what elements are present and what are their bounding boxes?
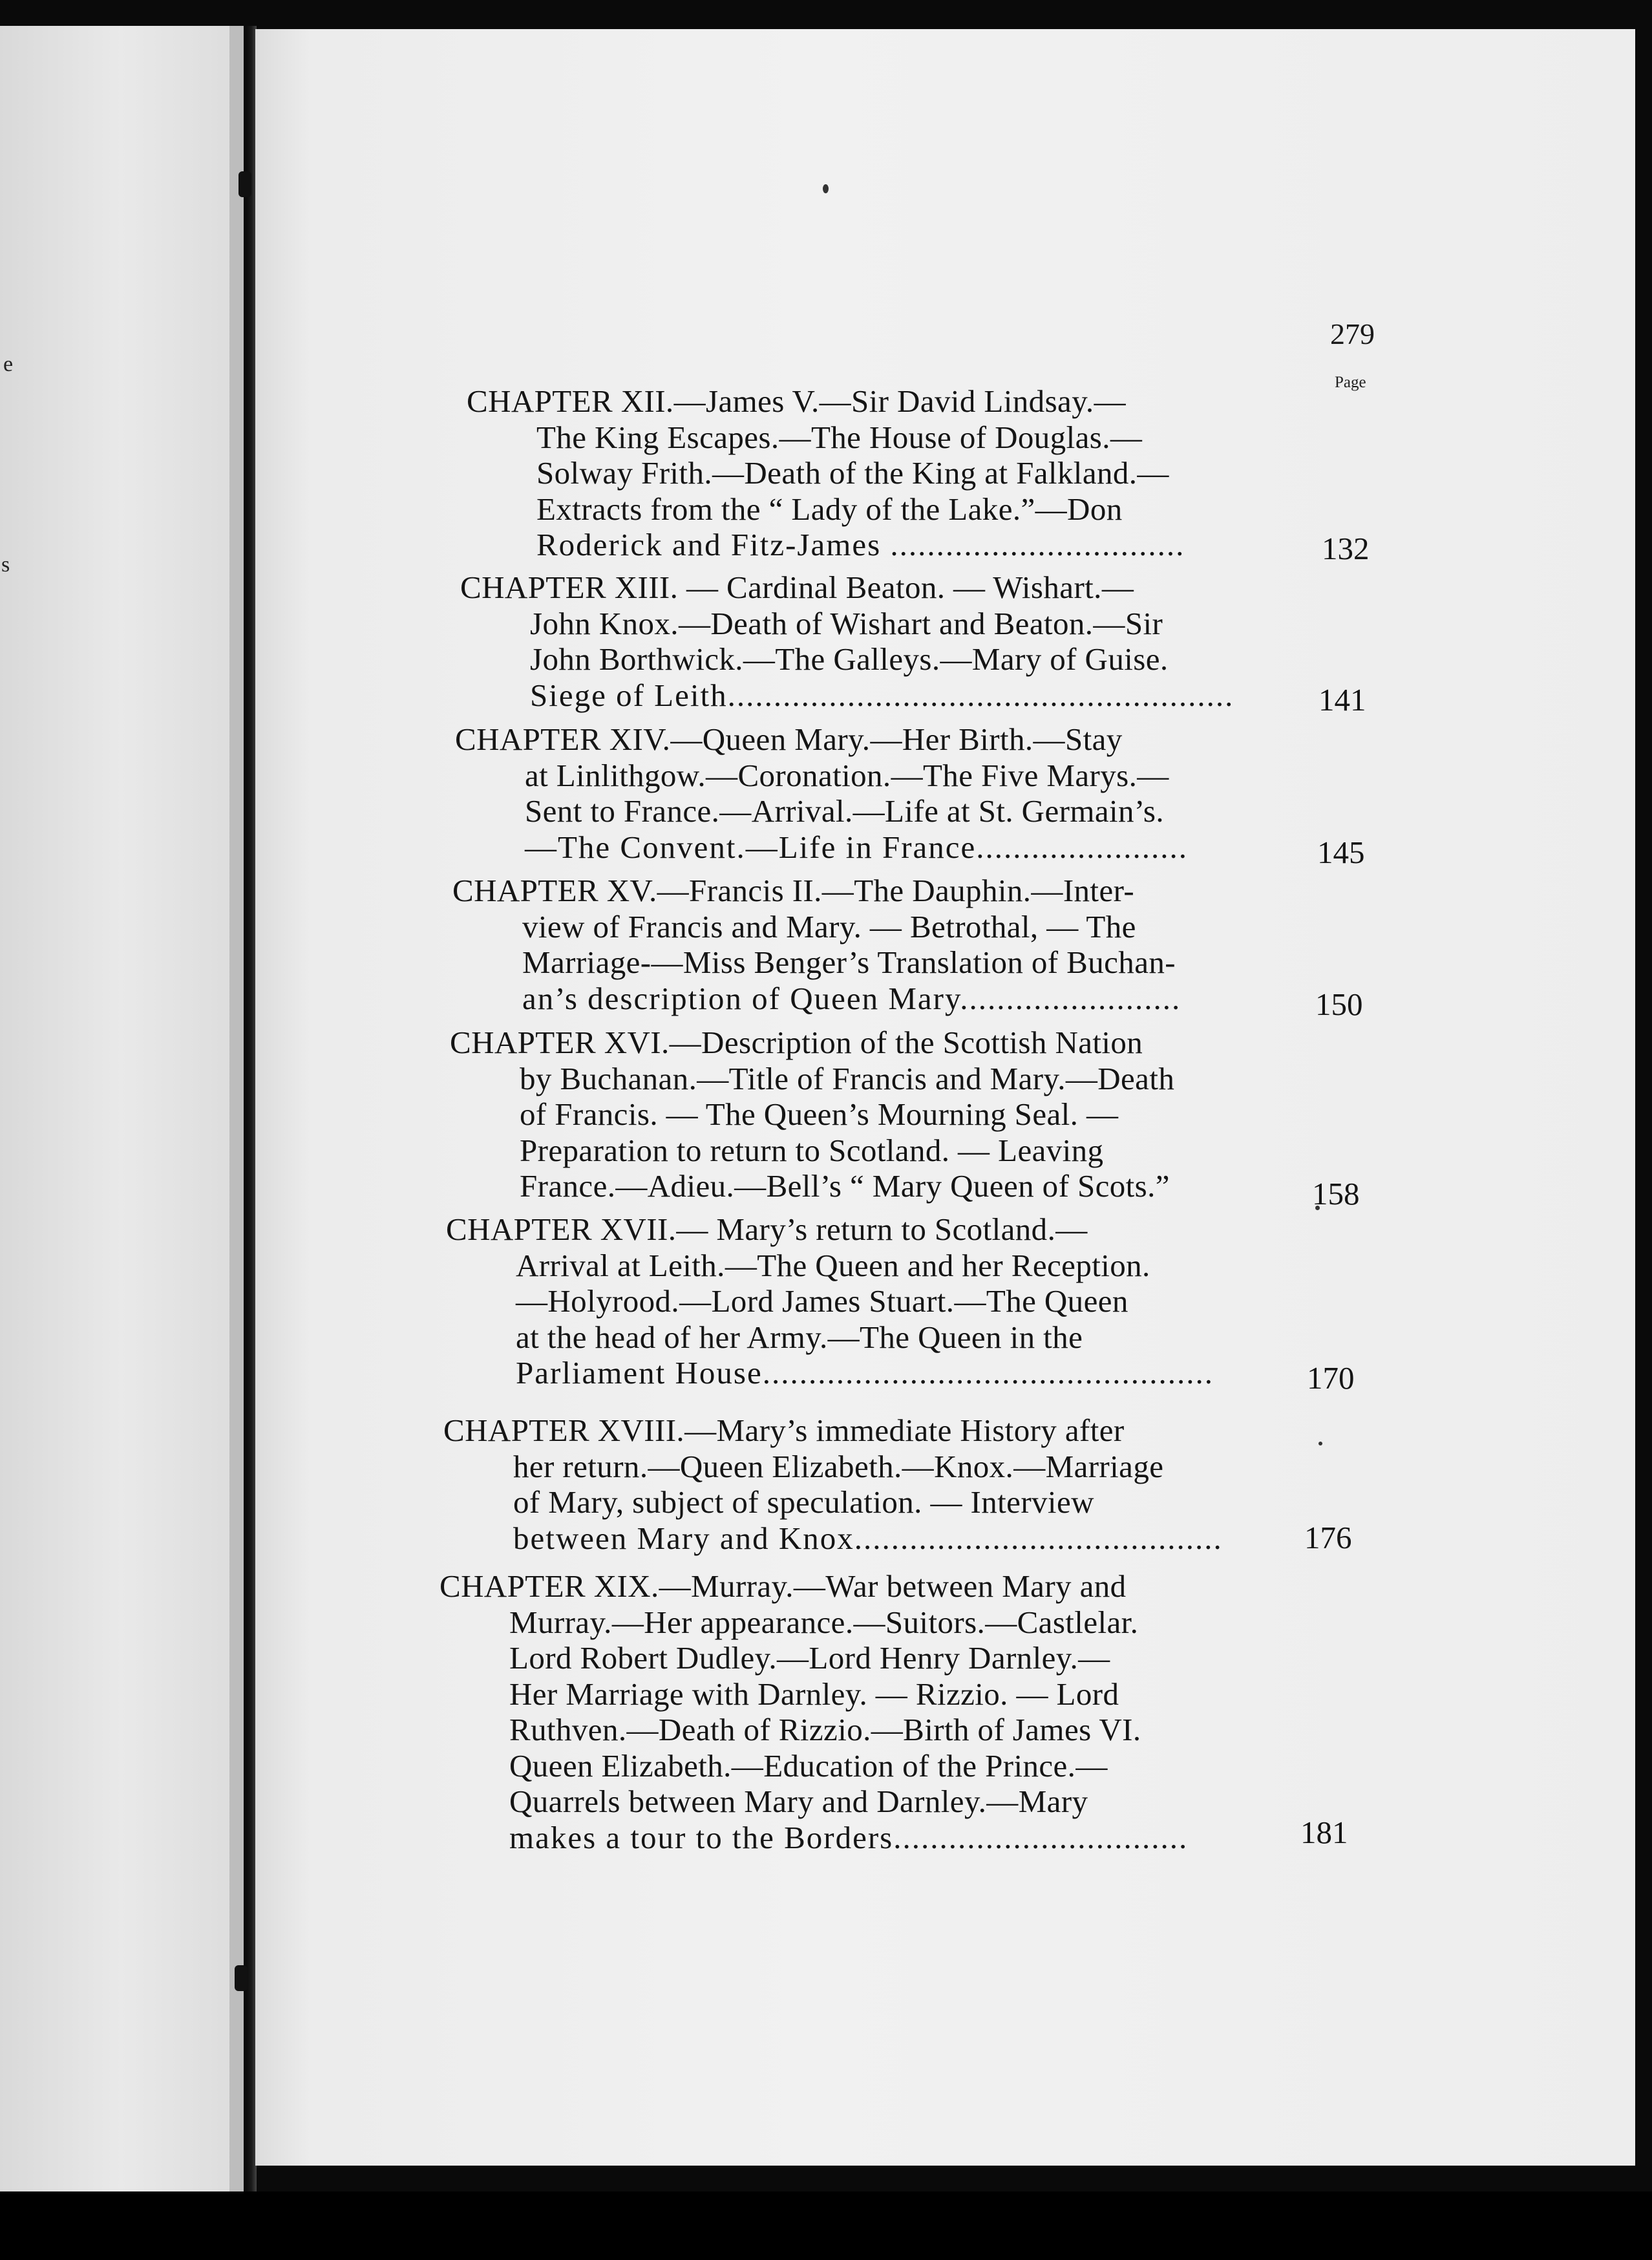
toc-line: —The Convent.—Life in France....................... <box>525 829 1189 865</box>
toc-line: Arrival at Leith.—The Queen and her Reception. <box>516 1247 1150 1283</box>
toc-entry-chapter-xii <box>467 383 1185 563</box>
paper-speck <box>823 184 829 193</box>
toc-line: CHAPTER XIII. — Cardinal Beaton. — Wishart.— <box>460 570 1134 605</box>
toc-line: CHAPTER XIV.—Queen Mary.—Her Birth.—Stay <box>455 721 1123 757</box>
toc-line: CHAPTER XVI.—Description of the Scottish Nation <box>450 1025 1143 1060</box>
toc-line: CHAPTER XVII.— Mary’s return to Scotland.— <box>446 1211 1088 1247</box>
toc-entry-chapter-xvii <box>446 1211 1214 1391</box>
toc-line: at the head of her Army.—The Queen in the <box>516 1319 1083 1355</box>
toc-line: an’s description of Queen Mary........................ <box>522 980 1181 1016</box>
toc-line: Extracts from the “ Lady of the Lake.”—Don <box>536 491 1123 527</box>
toc-line: CHAPTER XV.—Francis II.—The Dauphin.—Inter- <box>452 873 1135 908</box>
scan-bottom-edge <box>0 2191 1652 2260</box>
toc-page-number: 181 <box>1300 1815 1348 1850</box>
toc-line: Lord Robert Dudley.—Lord Henry Darnley.— <box>509 1640 1110 1676</box>
toc-page-number: 150 <box>1315 986 1363 1022</box>
toc-entry-chapter-xv <box>452 873 1181 1016</box>
toc-line: —Holyrood.—Lord James Stuart.—The Queen <box>516 1283 1128 1319</box>
toc-line: The King Escapes.—The House of Douglas.— <box>536 419 1143 455</box>
toc-line: Preparation to return to Scotland. — Leaving <box>520 1132 1104 1168</box>
toc-line: by Buchanan.—Title of Francis and Mary.—Death <box>520 1060 1175 1096</box>
facing-page-edge <box>229 26 245 2191</box>
page-column-label: Page <box>1335 374 1366 391</box>
spine-tab <box>238 171 251 197</box>
paper-speck <box>1318 1442 1322 1445</box>
toc-line: France.—Adieu.—Bell’s “ Mary Queen of Scots.” <box>520 1168 1170 1204</box>
toc-line: CHAPTER XVIII.—Mary’s immediate History after <box>443 1412 1125 1448</box>
page-number: 279 <box>1330 317 1375 350</box>
toc-line: view of Francis and Mary. — Betrothal, — The <box>522 908 1136 944</box>
toc-page-number: 158 <box>1312 1176 1360 1211</box>
toc-line: CHAPTER XII.—James V.—Sir David Lindsay.— <box>467 383 1126 419</box>
toc-line: Roderick and Fitz-James ................................ <box>536 527 1185 562</box>
toc-entry-chapter-xiv <box>455 721 1188 865</box>
toc-line: Siege of Leith....................................................... <box>530 677 1234 713</box>
toc-entry-chapter-xviii <box>443 1412 1223 1556</box>
toc-page-number: 170 <box>1307 1360 1355 1396</box>
toc-page-number: 132 <box>1322 531 1370 566</box>
toc-line: Queen Elizabeth.—Education of the Prince.— <box>509 1747 1108 1784</box>
toc-line: makes a tour to the Borders................................ <box>509 1819 1189 1855</box>
toc-line: John Knox.—Death of Wishart and Beaton.—Sir <box>530 605 1163 641</box>
facing-page <box>0 26 242 2191</box>
facing-page-mark: e <box>3 352 14 376</box>
toc-line: Parliament House................................................. <box>516 1355 1214 1391</box>
toc-line: at Linlithgow.—Coronation.—The Five Marys.— <box>525 757 1169 793</box>
toc-page-number: 145 <box>1317 835 1365 870</box>
toc-line: Murray.—Her appearance.—Suitors.—Castlelar. <box>509 1604 1139 1640</box>
toc-page-number: 141 <box>1318 682 1366 718</box>
toc-entry-chapter-xiii <box>460 570 1234 713</box>
toc-line: Marriage-—Miss Benger’s Translation of Buchan- <box>522 944 1176 980</box>
toc-line: Solway Frith.—Death of the King at Falkland.— <box>536 455 1169 491</box>
toc-line: Quarrels between Mary and Darnley.—Mary <box>509 1784 1088 1819</box>
toc-line: of Francis. — The Queen’s Mourning Seal. — <box>520 1096 1119 1132</box>
toc-line: Ruthven.—Death of Rizzio.—Birth of James VI. <box>509 1712 1141 1747</box>
toc-entry-chapter-xvi <box>450 1025 1174 1204</box>
toc-page-number: 176 <box>1304 1520 1352 1555</box>
toc-line: Her Marriage with Darnley. — Rizzio. — Lord <box>509 1676 1119 1712</box>
toc-line: of Mary, subject of speculation. — Interview <box>513 1484 1094 1520</box>
toc-line: her return.—Queen Elizabeth.—Knox.—Marriage <box>513 1448 1164 1484</box>
toc-line: CHAPTER XIX.—Murray.—War between Mary and <box>439 1568 1127 1604</box>
toc-entry-chapter-xix <box>439 1568 1188 1855</box>
toc-line: John Borthwick.—The Galleys.—Mary of Guise. <box>530 641 1169 677</box>
facing-page-mark: s <box>1 553 10 577</box>
toc-line: between Mary and Knox........................................ <box>513 1520 1223 1556</box>
spine-tab <box>235 1965 248 1991</box>
toc-line: Sent to France.—Arrival.—Life at St. Germain’s. <box>525 793 1165 829</box>
book-spine <box>244 26 257 2198</box>
